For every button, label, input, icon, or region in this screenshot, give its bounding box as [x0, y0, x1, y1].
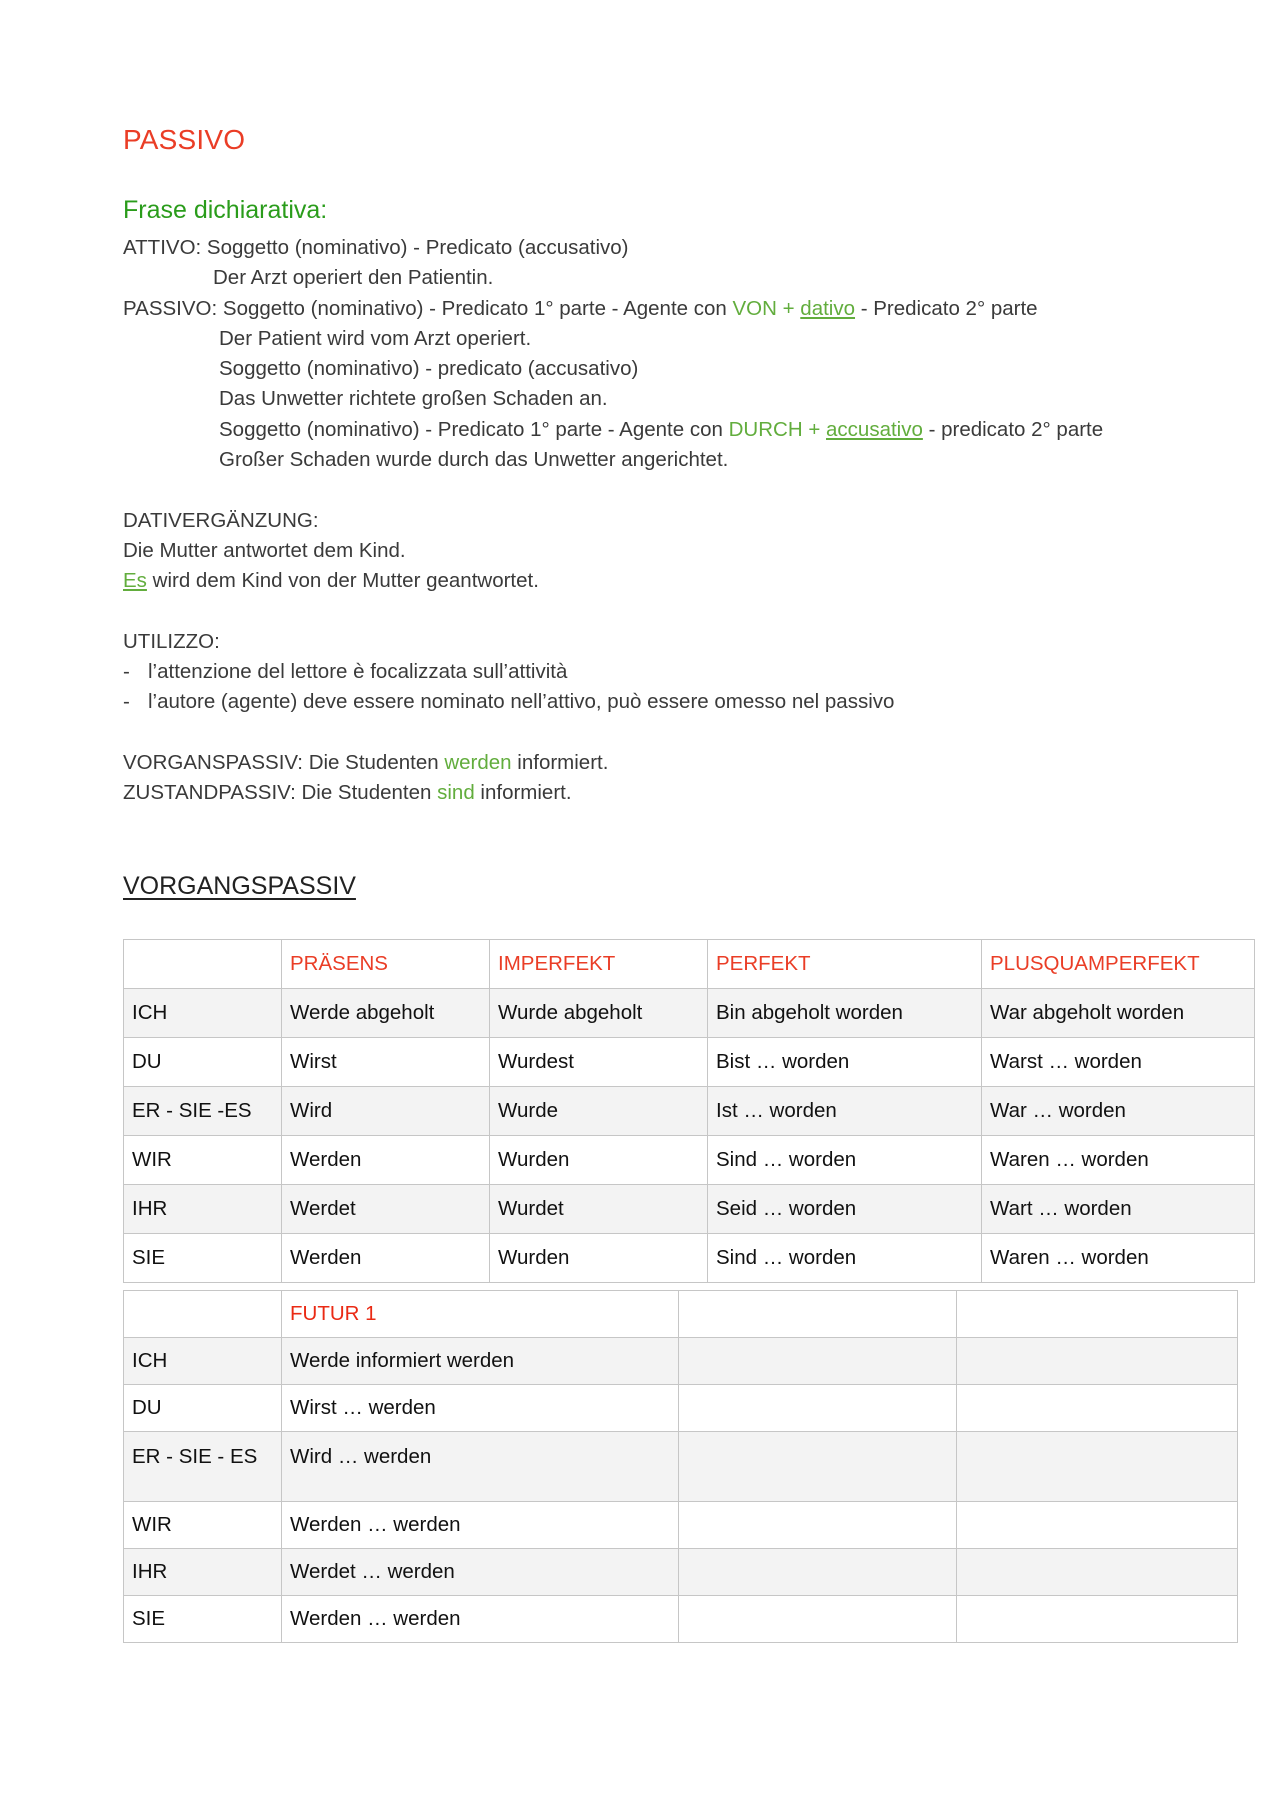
table-cell: Wurde abgeholt: [490, 989, 708, 1038]
table-row: [124, 1087, 1255, 1136]
table-cell: SIE: [124, 1234, 282, 1283]
example-c: Großer Schaden wurde durch das Unwetter angerichtet.: [219, 448, 729, 472]
table-row: [124, 1136, 1255, 1185]
zustand-pre: Die Studenten: [301, 781, 432, 805]
table-row: [124, 1038, 1255, 1087]
table-cell: Ist … worden: [708, 1087, 982, 1136]
attivo-label: ATTIVO:: [123, 236, 202, 259]
table-cell: Werdet … werden: [282, 1549, 679, 1596]
vorgang-pre: Die Studenten: [308, 751, 439, 775]
table-cell: Wart … worden: [982, 1185, 1255, 1234]
table-row: [124, 1385, 1238, 1432]
table-row: [124, 1185, 1255, 1234]
bullet-dash: -: [123, 690, 130, 714]
zustand-label: ZUSTANDPASSIV:: [123, 781, 296, 805]
table-cell: War abgeholt worden: [982, 989, 1255, 1038]
table-header-row: [124, 940, 1255, 989]
table-cell: Werde abgeholt: [282, 989, 490, 1038]
table-cell: ICH: [124, 1338, 282, 1385]
table-cell: Werden: [282, 1136, 490, 1185]
utilizzo-bullet-text: l’autore (agente) deve essere nominato nell’attivo, può essere omesso nel passivo: [148, 690, 895, 714]
table-row: [124, 1596, 1238, 1643]
table-cell: Bin abgeholt worden: [708, 989, 982, 1038]
table-cell: Waren … worden: [982, 1136, 1255, 1185]
table-header-cell: [679, 1291, 957, 1338]
table-header-cell: FUTUR 1: [282, 1291, 679, 1338]
passivo-example: Der Patient wird vom Arzt operiert.: [219, 326, 532, 350]
table-cell: Werden: [282, 1234, 490, 1283]
table-cell: DU: [124, 1038, 282, 1087]
table-cell: [679, 1549, 957, 1596]
spacer: [123, 597, 1103, 627]
table-cell: [679, 1385, 957, 1432]
table-header-cell: PLUSQUAMPERFEKT: [982, 940, 1255, 989]
table-cell: [957, 1432, 1238, 1502]
passivo-rule-part1: Soggetto (nominativo) - Predicato 1° parte - Agente con: [222, 296, 727, 320]
attivo-example: Der Arzt operiert den Patientin.: [213, 266, 494, 290]
table-cell: SIE: [124, 1596, 282, 1643]
dativ-heading: DATIVERGÄNZUNG:: [123, 508, 319, 532]
vorgang-verb: werden: [444, 751, 512, 775]
table-row: [124, 1432, 1238, 1502]
table-row: [124, 1502, 1238, 1549]
utilizzo-bullet: [123, 657, 1103, 687]
table-cell: Wirst: [282, 1038, 490, 1087]
table-header-cell: [124, 1291, 282, 1338]
table-cell: War … worden: [982, 1087, 1255, 1136]
table-cell: Werde informiert werden: [282, 1338, 679, 1385]
spacer: [123, 718, 1103, 748]
table-cell: Wurden: [490, 1234, 708, 1283]
rule-c-line: [123, 415, 1103, 445]
table-cell: Wurdet: [490, 1185, 708, 1234]
table-row: [124, 989, 1255, 1038]
table-cell: [679, 1338, 957, 1385]
table-cell: [679, 1432, 957, 1502]
utilizzo-heading: UTILIZZO:: [123, 629, 220, 653]
zustand-line: [123, 778, 1103, 808]
table-cell: Warst … worden: [982, 1038, 1255, 1087]
table-cell: [957, 1385, 1238, 1432]
table-cell: WIR: [124, 1502, 282, 1549]
zustand-post: informiert.: [480, 781, 572, 805]
table-cell: ER - SIE -ES: [124, 1087, 282, 1136]
table-cell: Wurde: [490, 1087, 708, 1136]
table-cell: [957, 1549, 1238, 1596]
utilizzo-bullet-text: l’attenzione del lettore è focalizzata sull’attività: [148, 660, 568, 684]
table-cell: Sind … worden: [708, 1136, 982, 1185]
table-cell: ER - SIE - ES: [124, 1432, 282, 1502]
table-header-cell: PERFEKT: [708, 940, 982, 989]
vorgang-line: [123, 748, 1103, 778]
table-header-row: [124, 1291, 1238, 1338]
table-cell: Wurdest: [490, 1038, 708, 1087]
table-cell: [679, 1502, 957, 1549]
dativ-example-1: Die Mutter antwortet dem Kind.: [123, 538, 406, 562]
rule-c-part1: Soggetto (nominativo) - Predicato 1° parte - Agente con: [219, 417, 723, 441]
table-cell: Werdet: [282, 1185, 490, 1234]
table-cell: [957, 1502, 1238, 1549]
table-cell: [957, 1596, 1238, 1643]
table-cell: Wird: [282, 1087, 490, 1136]
table-cell: [957, 1338, 1238, 1385]
table-cell: Sind … worden: [708, 1234, 982, 1283]
table-header-cell: [957, 1291, 1238, 1338]
utilizzo-bullet: [123, 687, 1103, 717]
table-cell: WIR: [124, 1136, 282, 1185]
passivo-dativo: dativo: [800, 296, 856, 320]
table-cell: DU: [124, 1385, 282, 1432]
table-cell: Wurden: [490, 1136, 708, 1185]
bullet-dash: -: [123, 660, 130, 684]
rule-c-accusativo: accusativo: [826, 417, 923, 441]
dativ-example-2-line: [123, 566, 1103, 596]
table-cell: Wird … werden: [282, 1432, 679, 1502]
table-cell: Wirst … werden: [282, 1385, 679, 1432]
section-heading: VORGANGSPASSIV: [123, 872, 356, 900]
example-b: Das Unwetter richtete großen Schaden an.: [219, 387, 608, 411]
rule-c-durch: DURCH +: [728, 417, 821, 441]
zustand-verb: sind: [437, 781, 475, 805]
table-cell: ICH: [124, 989, 282, 1038]
table-cell: IHR: [124, 1549, 282, 1596]
table-row: [124, 1234, 1255, 1283]
passivo-rule-line: [123, 294, 1103, 324]
vorgang-label: VORGANSPASSIV:: [123, 751, 303, 775]
table-header-cell: IMPERFEKT: [490, 940, 708, 989]
table-cell: Werden … werden: [282, 1502, 679, 1549]
spacer: [123, 475, 1103, 505]
conjugation-table-2: [123, 1290, 1238, 1643]
attivo-rule: Soggetto (nominativo) - Predicato (accusativo): [206, 236, 629, 259]
table-cell: Seid … worden: [708, 1185, 982, 1234]
dativ-example-2-rest: wird dem Kind von der Mutter geantwortet.: [152, 569, 539, 593]
table-header-cell: PRÄSENS: [282, 940, 490, 989]
passivo-von: VON +: [732, 296, 795, 320]
conjugation-table-1: [123, 939, 1255, 1283]
passivo-rule-part2: - Predicato 2° parte: [860, 296, 1038, 320]
frase-heading: Frase dichiarativa:: [123, 196, 328, 224]
passivo-label: PASSIVO:: [123, 296, 218, 320]
table-cell: IHR: [124, 1185, 282, 1234]
rule-c-part2: - predicato 2° parte: [928, 417, 1104, 441]
body-text: [123, 233, 1103, 809]
vorgang-post: informiert.: [517, 751, 609, 775]
table-row: [124, 1549, 1238, 1596]
table-header-cell: [124, 940, 282, 989]
table-cell: Bist … worden: [708, 1038, 982, 1087]
table-cell: Waren … worden: [982, 1234, 1255, 1283]
table-cell: Werden … werden: [282, 1596, 679, 1643]
dativ-es: Es: [123, 569, 147, 593]
page-title: PASSIVO: [123, 124, 246, 155]
rule-b: Soggetto (nominativo) - predicato (accusativo): [219, 357, 639, 381]
table-row: [124, 1338, 1238, 1385]
table-cell: [679, 1596, 957, 1643]
attivo-rule-line: [123, 233, 1103, 263]
